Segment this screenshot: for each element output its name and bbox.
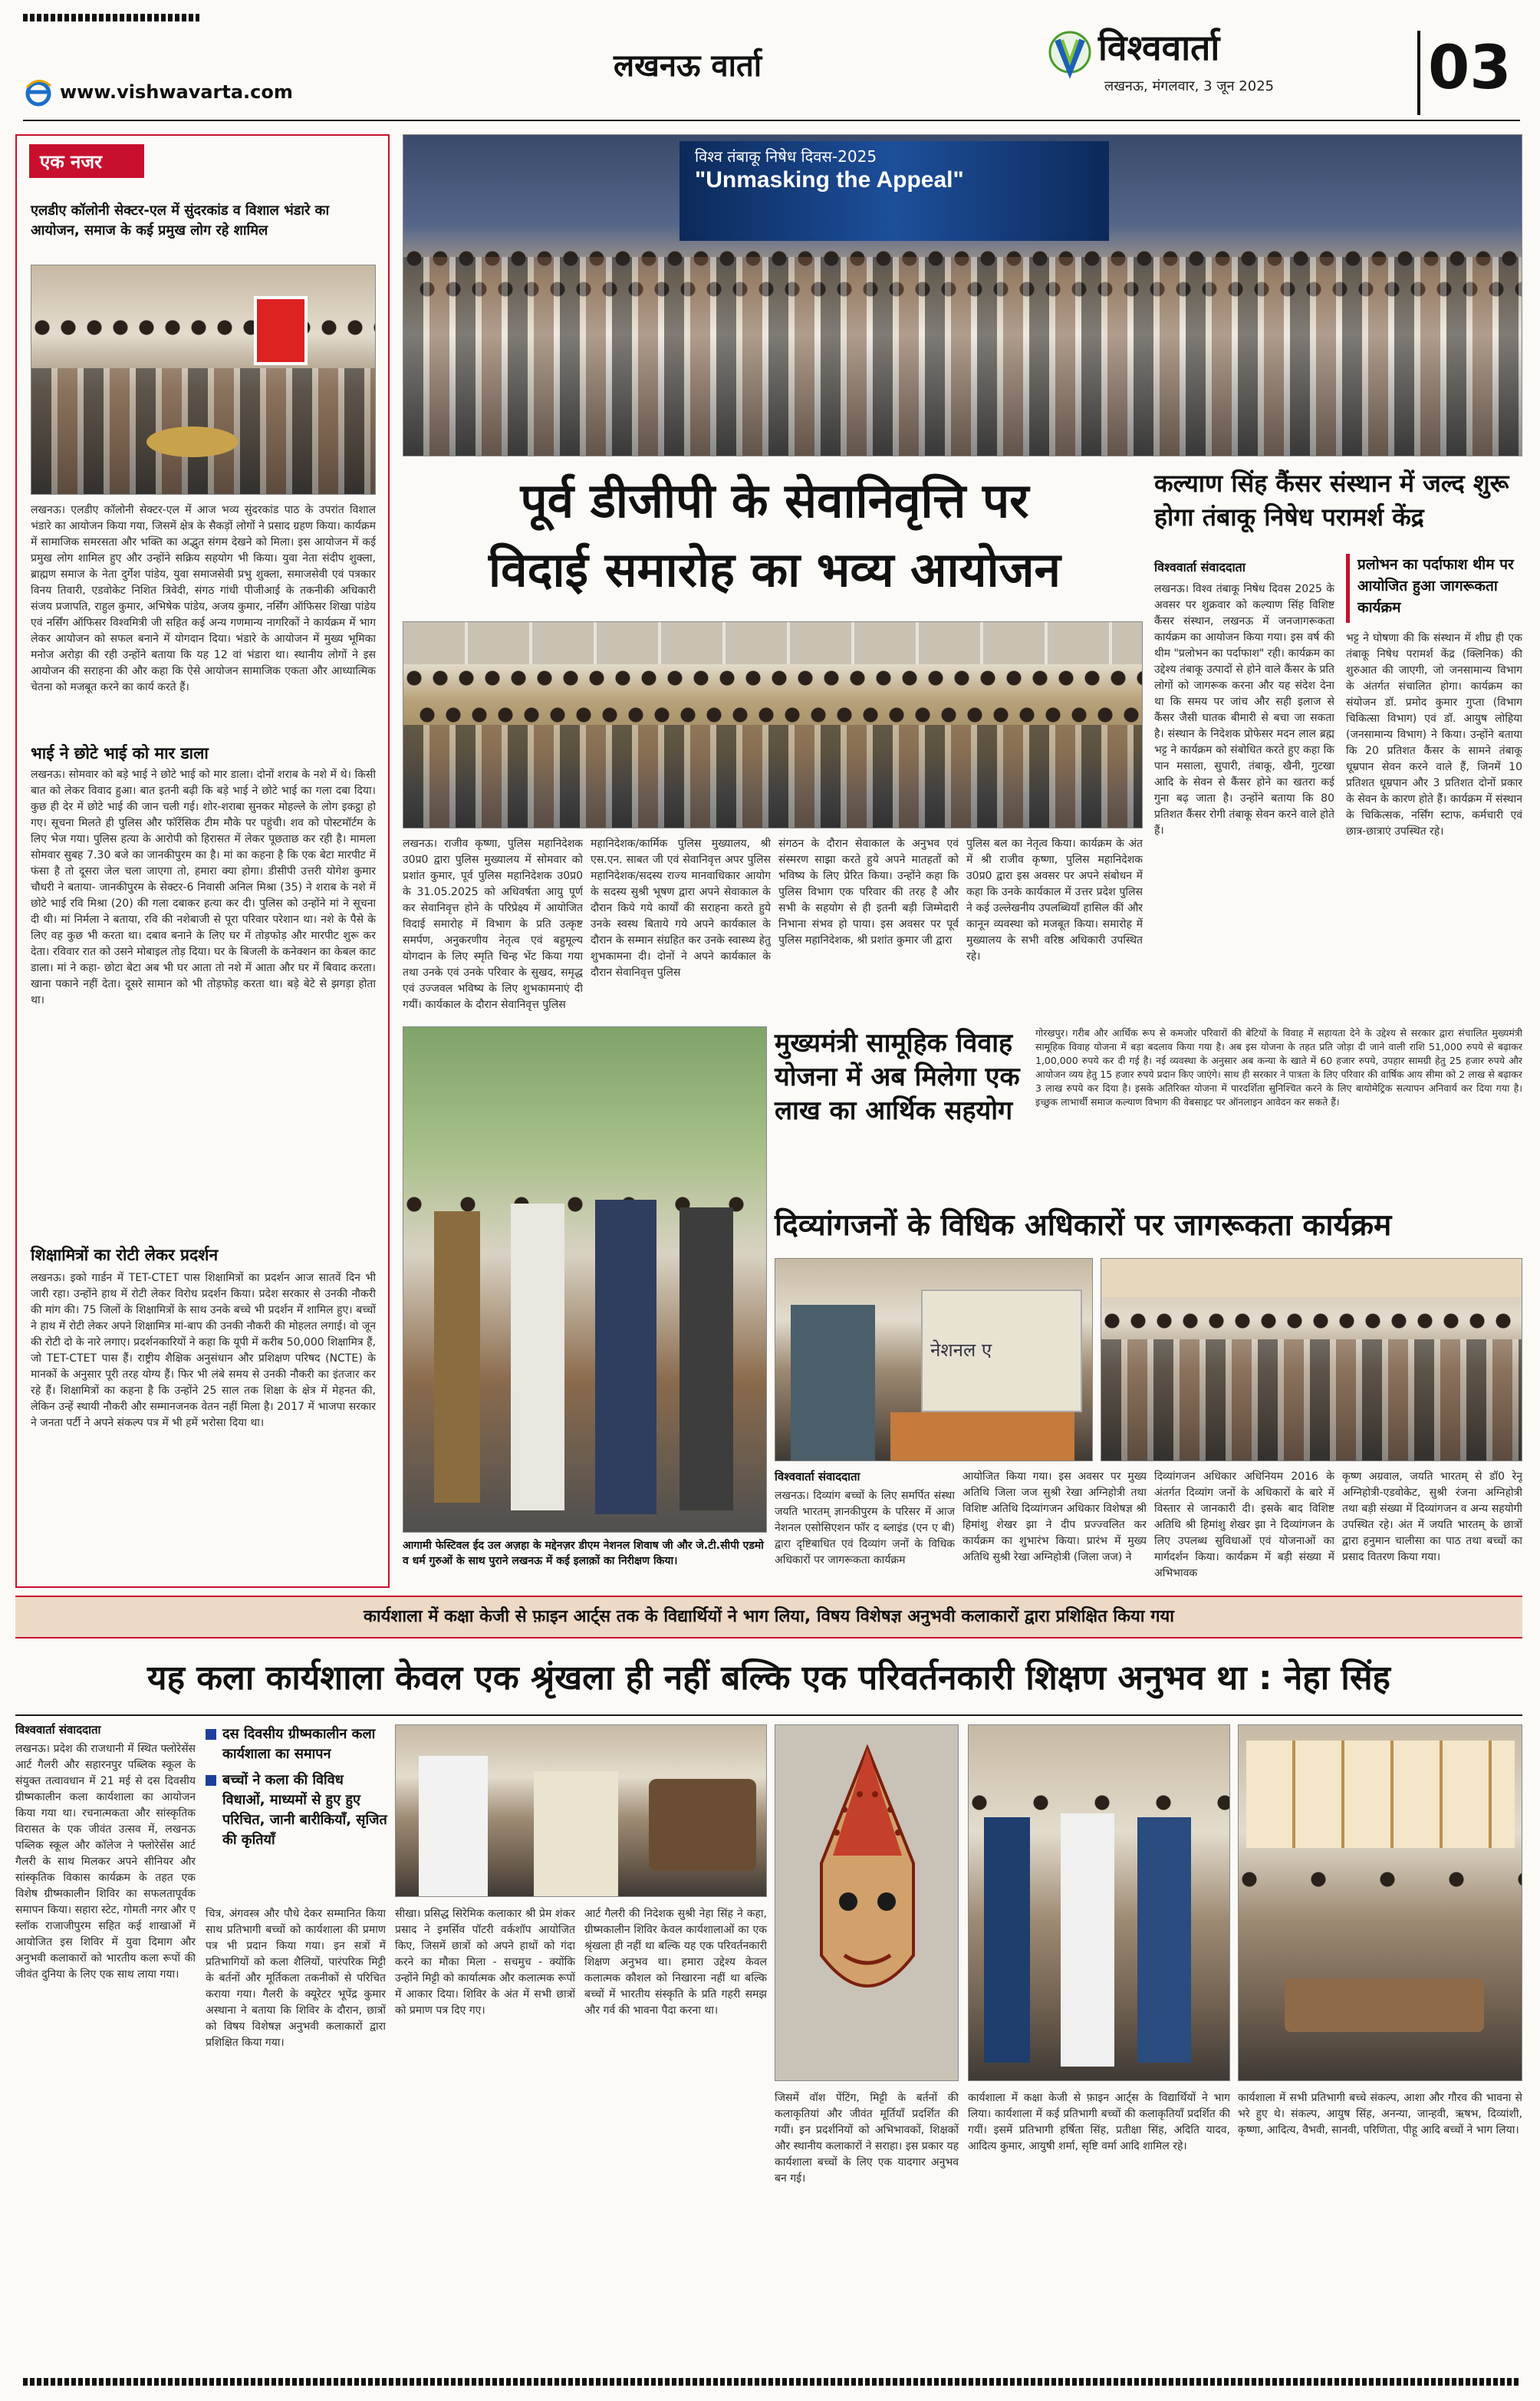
craft-table	[649, 1779, 756, 1871]
workshop-callouts	[206, 1724, 390, 1897]
bottom-registration-bar	[23, 2378, 1519, 2386]
cooking-pot	[146, 427, 239, 457]
pottery-table	[1285, 1978, 1484, 2032]
story3-body: लखनऊ। इको गार्डन में TET-CTET पास शिक्षामित्रों का प्रदर्शन आज सातवें दिन भी जारी रहा। उन्होंने हाथ में रोटी लेकर विरोध प्रदर्शन किया। प्रदेश सरकार से उनकी नौकरी की मांग की। 75 जिलों के शिक्षामित्रों के साथ उनके बच्चे भी प्रदर्शन में शामिल हुए। बच्चों ने हाथ में रोटी लेकर अपने शिक्षामित्र मां-बाप की उनकी नौकरी की मोहलत लगाई। वो जून की रोटी दो के नारे लगाए। प्रदर्शनकारियों ने कहा कि यूपी में करीब 50,000 शिक्षामित्र हैं, जो TET-CTET पास हैं। राष्ट्रीय शैक्षिक अनुसंधान और प्रशिक्षण परिषद (NCTE) के मानकों के अनुसार पूरी तरह योग्य हैं। फिर भी लंबे समय से उनकी नौकरी का इंतजार कर रहे हैं। शिक्षामित्रों का कहना है कि उन्होंने 25 साल तक शिक्षा के क्षेत्र में मेहनत की, लेकिन उन्हें स्थायी नौकरी और सम्मानजनक वेतन नहीं मिला है। 2017 में भाजपा सरकार ने जनता पर्टी ने अपने संकल्प पत्र में भी हमें भरोसा दिया था।	[31, 1272, 376, 1429]
farewell-group-photo	[403, 621, 1143, 828]
masthead-rule	[23, 120, 1520, 121]
workshop-col6: कार्यशाला में कक्षा केजी से फ़ाइन आर्ट्स के विद्यार्थियों ने भाग लिया। कार्यशाला में कई प्रतिभागी बच्चों की कलाकृतियाँ प्रदर्शित की गयीं। इसमें प्रतिभागी हर्षिता सिंह, प्रतीक्षा सिंह, अदिति यादव, आदित्य कुमार, आयुषी शर्मा, सृष्टि वर्मा आदि शामिल रहे।	[968, 2092, 1230, 2152]
tobacco-day-group-photo	[403, 134, 1522, 456]
cancer-col1: लखनऊ। विश्व तंबाकू निषेध दिवस 2025 के अवसर पर शुक्रवार को कल्याण सिंह विशिष्ट कैंसर संस्थान, लखनऊ में जनजागरूकता कार्यक्रम का आयोजन किया गया। इस वर्ष की थीम "प्रलोभन का पर्दाफाश" रही। कार्यक्रम का उद्देश्य तंबाकू उत्पादों से होने वाले कैंसर के प्रति लोगों को जागरूक करना और यह संदेश देना था कि समय पर जांच और सही इलाज से कैंसर जैसी घातक बीमारी से बचा जा सकता है। संस्थान के निदेशक प्रोफेसर मदन लाल ब्रह्म भट्ट ने कार्यक्रम को संबोधित करते हुए कहा कि पान मसाला, सुपारी, तंबाकू, खैनी, गुटखा आदि के सेवन से कैंसर होने का खतरा कई गुना बढ़ जाता है। उन्होंने बताया कि 80 प्रतिशत कैंसर रोगी तंबाकू सेवन करने वाले होते हैं।	[1154, 583, 1334, 837]
farewell-headline-line1: पूर्व डीजीपी के सेवानिवृत्ति पर	[520, 473, 1029, 529]
eid-inspection-photo	[403, 1026, 767, 1533]
workshop-rule	[15, 1714, 1522, 1716]
workshop-girls-photo	[968, 1724, 1230, 2081]
section-title: लखनऊ वार्ता	[614, 48, 762, 84]
official-figure-2	[595, 1200, 656, 1514]
page-number-divider	[1417, 31, 1420, 115]
dateline: लखनऊ, मंगलवार, 3 जून 2025	[1104, 78, 1275, 94]
story2-headline: भाई ने छोटे भाई को मार डाला	[31, 744, 209, 762]
event-backdrop	[680, 141, 1109, 241]
registration-bar	[23, 14, 199, 21]
story3-headline: शिक्षामित्रों का रोटी लेकर प्रदर्शन	[31, 1246, 219, 1264]
workshop-col4: आर्ट गैलरी की निदेशक सुश्री नेहा सिंह ने कहा, ग्रीष्मकालीन शिविर केवल कार्यशालाओं का एक श्रृंखला ही नहीं था बल्कि यह एक परिवर्तनकारी शिक्षण अनुभव था। हमारा उद्देश्य केवल कलात्मक कौशल को निखारना नहीं था बल्कि बच्चों में भारतीय संस्कृति के प्रति गहरी समझ और गर्व की भावना पैदा करना था।	[584, 1908, 767, 2017]
brand-logo-icon	[1047, 26, 1093, 80]
backdrop-title: विश्व तंबाकू निषेध दिवस-2025	[695, 147, 877, 166]
eid-photo-caption: आगामी फेस्टिवल ईद उल अज़हा के मद्देनज़र डीएम नेशनल शिवाष जी और जे.टी.सीपी एडमो व धर्म गुरुओं के साथ पुराने लखनऊ में कई इलाक़ों का निरीक्षण किया।	[403, 1540, 764, 1567]
disability-headline: दिव्यांगजनों के विधिक अधिकारों पर जागरूकता कार्यक्रम	[775, 1208, 1392, 1243]
farewell-headline	[406, 466, 1143, 612]
officer-figure	[434, 1211, 480, 1503]
workshop-classroom-photo	[395, 1724, 767, 1897]
workshop-col2: चित्र, अंगवस्त्र और पौधे देकर सम्मानित किया साथ प्रतिभागी बच्चों को कार्यशाला की प्रमाण पत्र भी प्रदान किया गया। इन सत्रों में प्रतिभागियों को कला शैलियों, पारंपरिक मिट्टी के बर्तनों और मूर्तिकला तकनीकों से परिचित कराया गया। गैलरी के क्यूरेटर भूपेंद्र कुमार अस्थाना ने बताया कि शिविर के दौरान, छात्रों को विषय विशेषज्ञ अनुभवी कलाकारों द्वारा प्रशिक्षित किया गया।	[206, 1908, 386, 2049]
disability-col1: लखनऊ। दिव्यांग बच्चों के लिए समर्पित संस्था जयति भारतम् ज्ञानकीपुरम के परिसर में आज नेशनल एसोसिएशन फॉर द ब्लाइंड (एन ए बी) द्वारा दृष्टिबाधित एवं दिव्यांग जनों के विधिक अधिकारों पर जागरूकता कार्यक्रम	[775, 1490, 955, 1566]
website-link[interactable]: www.vishwavarta.com	[60, 81, 293, 103]
mask-artwork-photo	[775, 1724, 959, 2081]
workshop-col5: जिसमें वॉश पेंटिंग, मिट्टी के बर्तनों की कलाकृतियां और जीवंत मूर्तियाँ प्रदर्शित की गयीं। इन प्रदर्शनियों को अभिभावकों, शिक्षकों और स्थानीय कलाकारों ने सराहा। इस प्रकार यह कार्यशाला बच्चों के लिए एक यादगार अनुभव बन गई।	[775, 2092, 959, 2185]
student-figure-2	[1061, 1813, 1114, 2067]
marriage-headline: मुख्यमंत्री सामूहिक विवाह योजना में अब मिलेगा एक लाख का आर्थिक सहयोग	[775, 1028, 1020, 1126]
backdrop-slogan: "Unmasking the Appeal"	[695, 167, 964, 193]
cancer-subhead: प्रलोभन का पर्दाफाश थीम पर आयोजित हुआ जागरूकता कार्यक्रम	[1346, 554, 1522, 623]
hall-wall	[403, 622, 1143, 664]
callout-bullet-icon	[206, 1775, 216, 1786]
farewell-col2: महानिदेशक/कार्मिक पुलिस मुख्यालय, श्री एस.एन. साबत जी एवं सेवानिवृत्त अपर पुलिस महानिदेशक/सदस्य राज्य मानवाधिकार आयोग के सदस्य सुश्री भूषण द्वारा अपने सेवाकाल के दौरान किये गये कार्यों की सराहना करते हुये उनके स्वस्थ बिताये गये अपने कार्यकाल के दौरान के सम्मान संग्रहित कर उनके स्वास्थ्य हेतु शुभकामना दी। दोनों ने अपने कार्यकाल के दौरान सेवानिवृत्त पुलिस	[591, 838, 771, 979]
callout-2-text: बच्चों ने कला की विविध विधाओं, माध्यमों से हुए हुए परिचित, जानी बारीकियाँ, सृजित की कृतियाँ	[222, 1772, 387, 1848]
farewell-col4: पुलिस बल का नेतृत्व किया। कार्यक्रम के अंत में श्री राजीव कृष्णा, पुलिस महानिदेशक उ0प्र0 द्वारा इस अवसर पर अपने संबोधन में कहा कि उनके कार्यकाल में उत्तर प्रदेश पुलिस ने कई उल्लेखनीय उपलब्धियाँ हासिल कीं और कानून व्यवस्था को मजबूत किया। समारोह में मुख्यालय के सभी वरिष्ठ अधिकारी उपस्थित रहे।	[966, 838, 1143, 963]
cancer-col2: भट्ट ने घोषणा की कि संस्थान में शीघ्र ही एक तंबाकू निषेध परामर्श केंद्र (क्लिनिक) की शुरुआत की जाएगी, जो जनसामान्य विभाग के अंतर्गत संचालित होगा। कार्यक्रम का संयोजन डॉ. प्रमोद कुमार गुप्ता (विभाग चिकित्सा विभाग) एवं डॉ. आयुष लोहिया (जनसामान्य विभाग) ने किया। उन्होंने बताया कि 20 प्रतिशत कैंसर के सामने तंबाकू धूम्रपान सेवन करने वाले हैं, जिनमें 10 प्रतिशत धूम्रपान और 3 प्रतिशत दोनों प्रकार के सेवन के कारण होते हैं। कार्यक्रम में संस्थान के चिकित्सक, नर्सिंग स्टाफ, कर्मचारी एवं छात्र-छात्राएं उपस्थित रहे।	[1346, 632, 1522, 838]
student-figure	[419, 1756, 488, 1897]
workshop-kicker: कार्यशाला में कक्षा केजी से फ़ाइन आर्ट्स तक के विद्यार्थियों ने भाग लिया, विषय विशेषज्ञ अनुभवी कलाकारों द्वारा प्रशिक्षित किया गया	[15, 1596, 1522, 1639]
ie-logo-icon	[23, 77, 54, 107]
workshop-col7: कार्यशाला में सभी प्रतिभागी बच्चे संकल्प, आशा और गौरव की भावना से भरे हुए थे। संकल्प, आयुष सिंह, अनन्या, जान्हवी, ऋषभ, दिव्यांशी, कृष्णा, आदित्य, वैभवी, सानवी, परिणिता, पीहू आदि बच्चों ने भाग लिया।	[1238, 2092, 1522, 2136]
story2-body: लखनऊ। सोमवार को बड़े भाई ने छोटे भाई को मार डाला। दोनों शराब के नशे में थे। किसी बात को लेकर विवाद हुआ। बात इतनी बढ़ी कि बड़े भाई ने छोटे भाई का गला दबा दिया। कुछ ही देर में छोटे भाई की जान चली गई। शोर-शराबा सुनकर मोहल्ले के लोग इकट्ठा हो गए। सूचना मिलते ही पुलिस और फॉरेंसिक टीम मौके पर पहुंची। शव को पोस्टमॉर्टम के लिए भेज गया। पुलिस हत्या के आरोपी को हिरासत में लेकर पूछताछ कर रही है। मामला सोमवार सुबह 7.30 बजे का जानकीपुरम का है। मां का कहना है कि एक बेटा मारपीट में फंसा है तो दूसरा जेल चला जाएगा तो, हमारा क्या होगा। डीसीपी उत्तरी योगेश कुमार चौधरी ने बताया- जानकीपुरम के सेक्टर-6 निवासी अनिल मिश्रा (35) ने शराब के नशे में छोटे भाई रवि मिश्रा (20) की गला दबाकर हत्या कर दी। पुलिस को उन्होंने मां ने सूचना दी थी। मां निर्मला ने बताया, रवि की नशेबाजी से पूरा परिवार परेशान था। नशे के पैसे के लिए वह कुछ भी करता था। दबाव बनाने के लिए घर में तोड़फोड़ और मारपीट शुरू कर देता। रविवार रात को उसने मोबाइल तोड़ दिया। घर के बिजली के कनेक्शन का केबल काट डाला। मां ने कहा- छोटा बेटा अब भी घर आता तो नशे में आता और घर में बिवाद करता। खाना पकाने नहीं देता। दूसरे सामान को भी तोड़फोड़ करता था। बड़े बेटे से झगड़ा होता था।	[31, 769, 376, 1006]
ek-nazar-label: एक नजर	[29, 144, 144, 178]
brand-name: विश्ववार्ता	[1098, 27, 1220, 68]
disability-col4: कृष्ण अग्रवाल, जयति भारतम् से डॉ0 रेनू अग्निहोत्री-एडवोकेट, सुश्री रंजना अग्निहोत्री तथा बड़ी संख्या में दिव्यांगजन व अन्य सहयोगी उपस्थित रहे। अंत में जयति भारतम् के छात्रों द्वारा हनुमान चालीसा का पाठ तथा बच्चों का प्रसाद वितरण किया गया।	[1342, 1471, 1522, 1563]
first-aid-sign	[254, 296, 308, 365]
marriage-body: गोरखपुर। गरीब और आर्थिक रूप से कमजोर परिवारों की बेटियों के विवाह में सहायता देने के उद्देश्य से सरकार द्वारा संचालित मुख्यमंत्री सामूहिक विवाह योजना में बड़ा बदलाव किया गया है। अब इस योजना के तहत प्रति जोड़ा दी जाने वाली राशि 51,000 रुपये से बढ़ाकर 1,00,000 रुपये कर दी गई है। नई व्यवस्था के अनुसार अब कन्या के खाते में 60 हजार रुपये, उपहार सामग्री हेतु 25 हजार रुपये और आयोजन व्यय हेतु 15 हजार रुपये प्रदान किए जाएंगे। साथ ही सरकार ने पात्रता के लिए परिवार की वार्षिक आय सीमा को 2 लाख से बढ़ाकर 3 लाख रुपये कर दिया है। इसके अतिरिक्त योजना में पारदर्शिता सुनिश्चित करने के लिए बायोमेट्रिक सत्यापन अनिवार्य कर दिया गया है। इच्छुक लाभार्थी समाज कल्याण विभाग की वेबसाइट पर ऑनलाइन आवेदन कर सकते हैं।	[1035, 1027, 1522, 1108]
disability-photo-right	[1101, 1258, 1522, 1461]
disability-photo-left	[775, 1258, 1093, 1461]
cancer-headline: कल्याण सिंह कैंसर संस्थान में जल्द शुरू होगा तंबाकू निषेध परामर्श केंद्र	[1154, 469, 1509, 532]
disability-col2: आयोजित किया गया। इस अवसर पर मुख्य अतिथि जिला जज सुश्री रेखा अग्निहोत्री तथा विशिष्ट अतिथि दिव्यांगजन अधिकार विशेषज्ञ श्री हिमांशु शेखर झा ने दीप प्रज्ज्वलित कर कार्यक्रम का शुभारंभ किया। प्रारंभ में मुख्य अतिथि सुश्री रेखा अग्निहोत्री (जिला जज) ने	[962, 1471, 1147, 1563]
artwork-wall	[1246, 1741, 1515, 1848]
cancer-byline: विश्ववार्ता संवाददाता	[1154, 560, 1245, 575]
student-figure	[984, 1817, 1030, 2063]
audience-row	[890, 1412, 1074, 1461]
mask-icon	[775, 1725, 959, 2081]
speaker-figure	[791, 1305, 875, 1461]
workshop-headline: यह कला कार्यशाला केवल एक श्रृंखला ही नहीं बल्कि एक परिवर्तनकारी शिक्षण अनुभव था : नेहा सिंह	[147, 1658, 1390, 1698]
workshop-col3: सीखा। प्रसिद्ध सिरेमिक कलाकार श्री प्रेम शंकर प्रसाद ने इमर्सिव पॉटरी वर्कशॉप आयोजित किए, जिसमें छात्रों को अपने हाथों को गंदा करने का मौका मिला - सचमुच - क्योंकि उन्होंने मिट्टी को कार्यात्मक और कलात्मक रूपों में आकार दिया। शिविर के अंत में सभी छात्रों को प्रमाण पत्र दिए गए।	[395, 1908, 575, 2017]
callout-bullet-icon	[206, 1729, 216, 1740]
student-figure-3	[1137, 1817, 1191, 2063]
callout-2	[206, 1770, 390, 1850]
inset-sign: नेशनल ए	[930, 1339, 992, 1361]
workshop-col1: लखनऊ। प्रदेश की राजधानी में स्थित फ्लोरेसेंस आर्ट गैलरी और सहारनपुर पब्लिक स्कूल के संयुक्त तत्वावधान में 21 मई से दस दिवसीय ग्रीष्मकालीन कला कार्यशाला का आयोजन किया गया था। रचनात्मकता और सांस्कृतिक विरासत के एक जीवंत उत्सव में, लखनऊ पब्लिक स्कूल और कॉलेज ने फ्लोरेसेंस आर्ट गैलरी के साथ मिलकर अपने सीनियर और सांस्कृतिक विकास कार्यक्रम के तहत एक विशेष ग्रीष्मकालीन शिविर का सफलतापूर्वक समापन किया। सहारा स्टेट, गोमती नगर और ए स्लॉक राजाजीपुरम सहित कई शाखाओं में आयोजित इस शिविर में युवा दिमाग और अनुभवी कलाकारों को भारतीय कला रूपों की जीवंत दुनिया के लिए एक साथ लाया गया।	[15, 1743, 196, 1981]
bhandara-photo	[31, 265, 376, 495]
disability-byline: विश्ववार्ता संवाददाता	[775, 1470, 860, 1484]
student-figure-2	[534, 1771, 618, 1897]
farewell-col1: लखनऊ। राजीव कृष्णा, पुलिस महानिदेशक उ0प्र0 द्वारा पुलिस मुख्यालय में सोमवार को प्रशांत कुमार, पूर्व पुलिस महानिदेशक उ0प्र0 के 31.05.2025 को अधिवर्षता आयु पूर्ण कर सेवानिवृत्त होने के परिप्रेक्ष्य में आयोजित विदाई समारोह में विभाग के प्रति उत्कृष्ट समर्पण, अनुकरणीय नेतृत्व एवं बहुमूल्य योगदान के लिए स्मृति चिन्ह भेंट किया गया तथा उनके एवं उनके परिवार के सुखद, समृद्ध एवं उज्जवल भविष्य के लिए शुभकामनाएं दी गयीं। कार्यकाल के दौरान सेवानिवृत्त पुलिस	[403, 838, 583, 1011]
story1-body: लखनऊ। एलडीए कॉलोनी सेक्टर-एल में आज भव्य सुंदरकांड पाठ के उपरांत विशाल भंडारे का आयोजन किया गया, जिसमें क्षेत्र के सैकड़ों लोगों ने प्रसाद ग्रहण किया। कार्यक्रम में सामाजिक समरसता और भक्ति का अद्भुत संगम देखने को मिला। इस आयोजन में कई प्रमुख लोग शामिल हुए और उन्होंने सक्रिय सहयोग भी किया। युवा नेता संदीप शुक्ला, ब्राह्मण समाज के नेता दुर्गेश पांडेय, युवा समाजसेवी प्रभु शुक्ला, समाजसेवी एवं पत्रकार विनय तिवारी, एडवोकेट निशित त्रिवेदी, संगठ गांधी पीजीआई के तकनीकी अधिकारी संजय प्रजापति, राहुल कुमार, अभिषेक पांडेय, अजय कुमार, नर्सिंग ऑफिसर शिखा पांडेय एवं नर्सिंग ऑफिसर विश्वमित्री जी सहित कई अन्य गणमान्य नागरिकों ने कार्यक्रम में भाग लेकर आयोजन को सफल बनाने में योगदान दिया। भंडारे के आयोजन में मुख्य भूमिका मनोज अरोड़ा की रही उन्होंने बताया कि यह 12 वां भंडारा था। स्थानीय लोगों ने इस आयोजन की सराहना की और कहा कि ऐसे आयोजन सामाजिक एकता और आध्यात्मिक चेतना को मजबूत करने का कार्य करते हैं।	[31, 504, 376, 693]
cleric-figure	[680, 1207, 733, 1510]
farewell-col3: संगठन के दौरान सेवाकाल के अनुभव एवं संस्मरण साझा करते हुये अपने मातहतों को भविष्य के लिए प्रेरित किया। उन्होंने कहा कि पुलिस विभाग एक परिवार की तरह है और सभी के सहयोग से ही इतनी बड़ी जिम्मेदारी निभाना संभव हो पाया। इस अवसर पर पूर्व पुलिस महानिदेशक, श्री प्रशांत कुमार जी द्वारा	[778, 838, 959, 947]
disability-col3: दिव्यांगजन अधिकार अधिनियम 2016 के अंतर्गत दिव्यांग जनों के अधिकारों के बारे में विस्तार से जानकारी दी। इसके बाद विशिष्ट अतिथि श्री हिमांशु शेखर झा ने दिव्यांगजन के लिए उपलब्ध सुविधाओं एवं योजनाओं का मार्गदर्शन किया। कार्यक्रम में बड़ी संख्या में अभिभावक	[1154, 1471, 1334, 1579]
hall-ceiling	[1101, 1259, 1522, 1297]
official-figure	[511, 1204, 564, 1510]
callout-1	[206, 1724, 390, 1764]
banner-board	[921, 1289, 1082, 1412]
workshop-display-photo	[1238, 1724, 1522, 2081]
story1-headline: एलडीए कॉलोनी सेक्टर-एल में सुंदरकांड व विशाल भंडारे का आयोजन, समाज के कई प्रमुख लोग रहे शामिल	[31, 203, 330, 239]
workshop-byline: विश्ववार्ता संवाददाता	[15, 1723, 101, 1737]
farewell-headline-line2: विदाई समारोह का भव्य आयोजन	[489, 542, 1061, 598]
callout-1-text: दस दिवसीय ग्रीष्मकालीन कला कार्यशाला का समापन	[222, 1726, 376, 1762]
page-number: 03	[1428, 34, 1512, 103]
masthead	[0, 0, 1540, 123]
